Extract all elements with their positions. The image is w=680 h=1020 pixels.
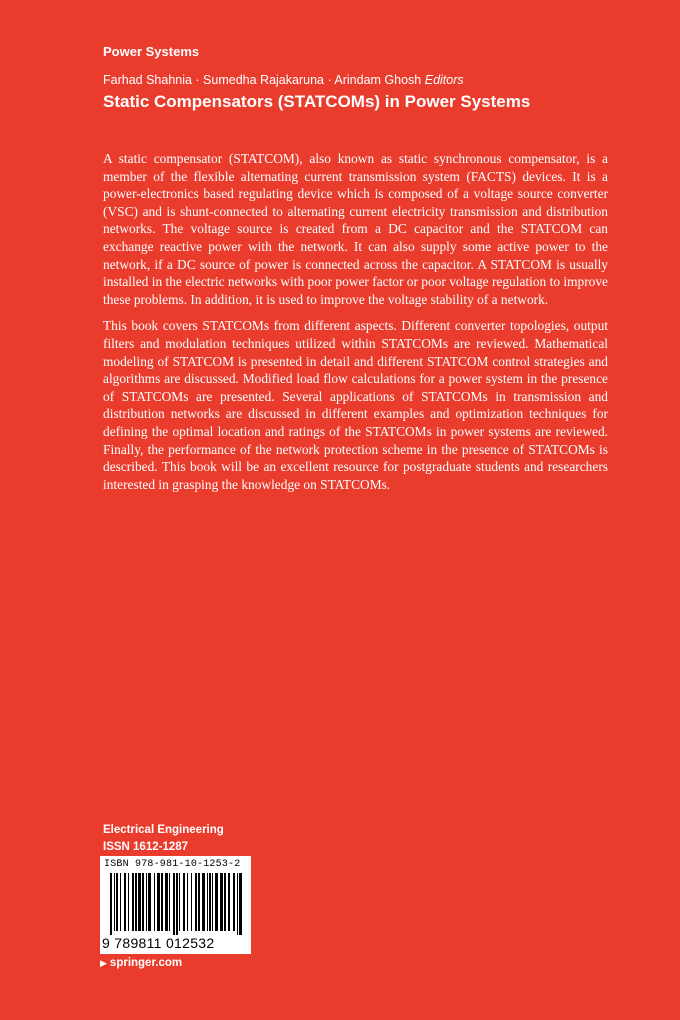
description-paragraph-2: This book covers STATCOMs from different aspects. Different converter topologies, output filters and modulation techniques utilized within STATCOMs are reviewed. Mathematical modeling of STATCOM is presented in detail and different STATCOM control strategies and algorithms are discussed. Modified load flow calculations for a power system in the presence of STATCOMs are presented. Several applications of STATCOMs in transmission and distribution networks are discussed in different examples and optimization techniques for defining the optimal location and ratings of the STATCOMs in power systems are reviewed. Finally, the performance of the network protection scheme in the presence of STATCOMs is described. This book will be an excellent resource for postgraduate students and researchers interested in grasping the knowledge on STATCOMs. [103, 318, 608, 492]
barcode-bar [110, 873, 112, 935]
barcode-bar [239, 873, 242, 935]
description-paragraph-1: A static compensator (STATCOM), also known as static synchronous compensator, is a member of the flexible alternating current transmission system (FACTS) devices. It is a power-electronics based regulating device which is composed of a voltage source converter (VSC) and is shunt-connected to alternating current electricity transmission and distribution networks. The voltage source is created from a DC capacitor and the STATCOM can exchange reactive power with the network. It can also supply some active power to the network, if a DC source of power is connected across the capacitor. A STATCOM is usually installed in the electric networks with poor power factor or poor voltage regulation to improve these problems. In addition, it is used to improve the voltage stability of a network. [103, 151, 608, 307]
barcode-bar [237, 873, 238, 935]
editors-line [103, 73, 464, 87]
barcode-bar [183, 873, 185, 931]
barcode-bar [154, 873, 155, 931]
barcode-bar [120, 873, 121, 931]
barcode-bar [176, 873, 178, 935]
barcode-bar [220, 873, 223, 931]
barcode-bar [165, 873, 168, 931]
barcode-bar [209, 873, 211, 931]
barcode-bar [142, 873, 144, 931]
barcode-bar [161, 873, 163, 931]
barcode-bar [157, 873, 160, 931]
series-metadata [103, 822, 224, 856]
barcode-bar [224, 873, 226, 931]
arrow-right-icon: ▶ [100, 958, 107, 968]
barcode-bar [128, 873, 129, 931]
barcode-bar [135, 873, 137, 931]
barcode-bar [202, 873, 205, 931]
barcode-bar [173, 873, 175, 935]
barcode-bar [215, 873, 218, 931]
barcode-digits: 9 789811 012532 [102, 935, 215, 951]
barcode-bar [198, 873, 200, 931]
barcode-icon [102, 873, 249, 935]
barcode-bar [146, 873, 147, 931]
publisher-link[interactable] [100, 957, 182, 969]
barcode-bar [116, 873, 118, 931]
barcode-bar [148, 873, 151, 931]
editor-names: Farhad Shahnia · Sumedha Rajakaruna · Arindam Ghosh [103, 73, 422, 87]
book-title: Static Compensators (STATCOMs) in Power Systems [103, 92, 531, 111]
barcode-bar [179, 873, 180, 931]
subject-category: Electrical Engineering [103, 824, 224, 836]
barcode-bar [169, 873, 170, 931]
barcode-bar [228, 873, 230, 931]
barcode-bar [195, 873, 197, 931]
barcode-bar [138, 873, 141, 931]
barcode-bar [191, 873, 192, 931]
publisher-url: springer.com [109, 957, 183, 969]
barcode-bar [212, 873, 213, 931]
barcode-bar [114, 873, 115, 931]
series-name: Power Systems [103, 44, 200, 59]
description [103, 150, 608, 502]
barcode-bar [124, 873, 126, 931]
issn: ISSN 1612-1287 [103, 841, 189, 853]
barcode-bar [187, 873, 188, 931]
barcode-bar [207, 873, 208, 931]
barcode-block [100, 856, 251, 954]
barcode-bar [132, 873, 134, 931]
editors-role: Editors [424, 73, 464, 87]
barcode-bar [233, 873, 235, 931]
isbn-label: ISBN 978-981-10-1253-2 [104, 859, 241, 870]
